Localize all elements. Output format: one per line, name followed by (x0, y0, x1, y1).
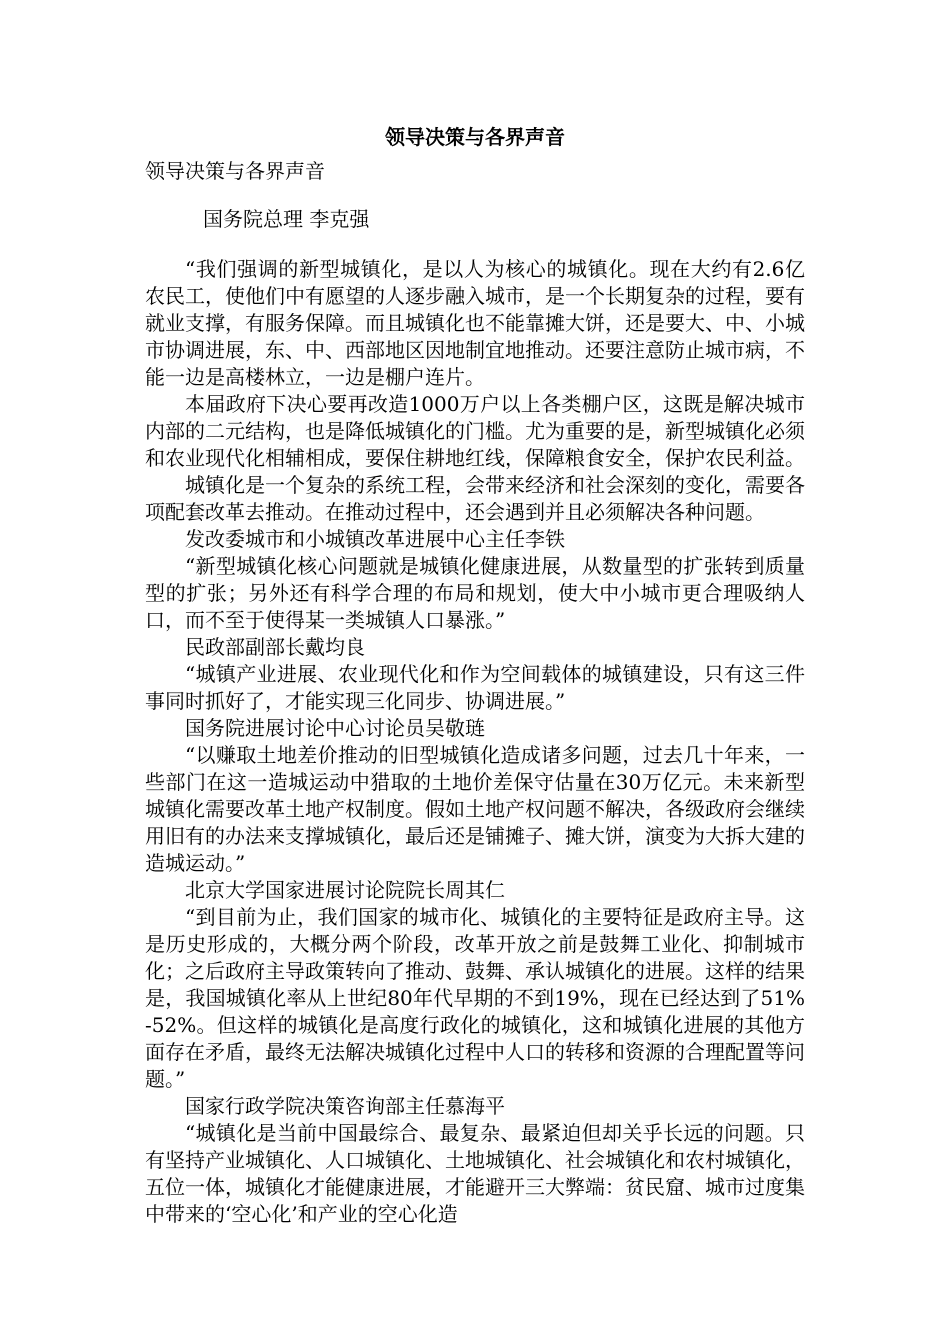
document-title: 领导决策与各界声音 (385, 125, 565, 149)
speaker-line: 国家行政学院决策咨询部主任慕海平 (185, 1094, 505, 1118)
paragraph: “以赚取土地差价推动的旧型城镇化造成诸多问题，过去几十年来，一些部门在这一造城运动中猎取的土地价差保守估量在30万亿元。未来新型城镇化需要改革土地产权制度。假如土地产权问题不解决，各级政府会继续用旧有的办法来支撑城镇化，最后还是铺摊子、摊大饼，演变为大拆大建的造城运动。” (145, 743, 805, 875)
speaker-line: 民政部副部长戴均良 (185, 635, 365, 659)
paragraph: 城镇化是一个复杂的系统工程，会带来经济和社会深刻的变化，需要各项配套改革去推动。在推动过程中，还会遇到并且必须解决各种问题。 (145, 473, 805, 524)
document-subtitle: 领导决策与各界声音 (145, 159, 325, 183)
document-page (145, 120, 805, 1228)
author-line: 国务院总理 李克强 (203, 207, 370, 231)
paragraph: “到目前为止，我们国家的城市化、城镇化的主要特征是政府主导。这是历史形成的，大概分两个阶段，改革开放之前是鼓舞工业化、抑制城市化；之后政府主导政策转向了推动、鼓舞、承认城镇化的进展。这样的结果是，我国城镇化率从上世纪80年代早期的不到19%，现在已经达到了51%-52%。但这样的城镇化是高度行政化的城镇化，这和城镇化进展的其他方面存在矛盾，最终无法解决城镇化过程中人口的转移和资源的合理配置等问题。” (145, 905, 805, 1091)
paragraph: “城镇产业进展、农业现代化和作为空间载体的城镇建设，只有这三件事同时抓好了，才能实现三化同步、协调进展。” (145, 662, 805, 713)
paragraph: “新型城镇化核心问题就是城镇化健康进展，从数量型的扩张转到质量型的扩张；另外还有科学合理的布局和规划，使大中小城市更合理吸纳人口，而不至于使得某一类城镇人口暴涨。” (145, 554, 805, 632)
paragraph: 本届政府下决心要再改造1000万户以上各类棚户区，这既是解决城市内部的二元结构，也是降低城镇化的门槛。尤为重要的是，新型城镇化必须和农业现代化相辅相成，要保住耕地红线，保障粮食安全，保护农民利益。 (145, 392, 805, 470)
paragraph: “我们强调的新型城镇化，是以人为核心的城镇化。现在大约有2.6亿农民工，使他们中有愿望的人逐步融入城市，是一个长期复杂的过程，要有就业支撑，有服务保障。而且城镇化也不能靠摊大饼，还是要大、中、小城市协调进展，东、中、西部地区因地制宜地推动。还要注意防止城市病，不能一边是高楼林立，一边是棚户连片。 (145, 257, 805, 389)
document-body (145, 256, 805, 1228)
paragraph: “城镇化是当前中国最综合、最复杂、最紧迫但却关乎长远的问题。只有坚持产业城镇化、人口城镇化、土地城镇化、社会城镇化和农村城镇化，五位一体，城镇化才能健康进展，才能避开三大弊端：贫民窟、城市过度集中带来的‘空心化’和产业的空心化造 (145, 1121, 805, 1226)
speaker-line: 北京大学国家进展讨论院院长周其仁 (185, 878, 505, 902)
speaker-line: 发改委城市和小城镇改革进展中心主任李铁 (185, 527, 565, 551)
speaker-line: 国务院进展讨论中心讨论员吴敬琏 (185, 716, 485, 740)
